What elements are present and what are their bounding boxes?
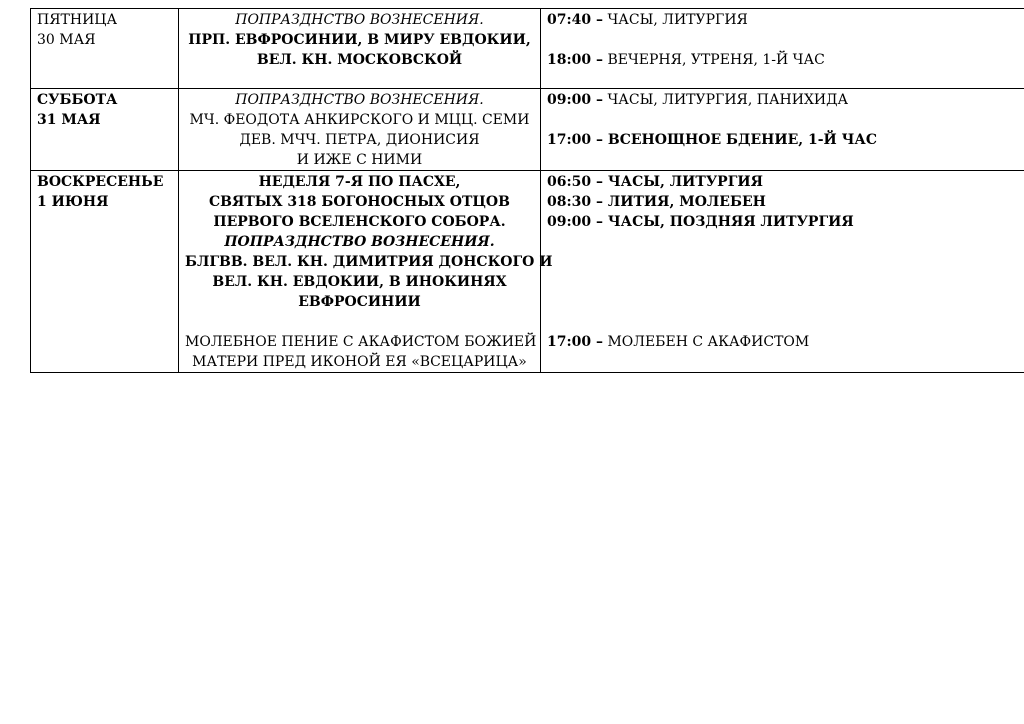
services-cell (541, 89, 1024, 171)
feast-line: ДЕВ. МЧЧ. ПЕТРА, ДИОНИСИЯ (239, 132, 480, 148)
day-cell (31, 171, 179, 373)
service-line (547, 332, 1018, 352)
service-time: 09:00 – (547, 214, 604, 230)
day-date: 31 МАЯ (37, 112, 101, 128)
feast-line: ПОПРАЗДНСТВО ВОЗНЕСЕНИЯ. (235, 12, 484, 28)
feast-line: ЕВФРОСИНИИ (298, 294, 421, 310)
feast-cell (179, 89, 541, 171)
schedule-row-saturday (31, 89, 1024, 171)
feast-line: ПЕРВОГО ВСЕЛЕНСКОГО СОБОРА. (213, 214, 506, 230)
feast-line: ПОПРАЗДНСТВО ВОЗНЕСЕНИЯ. (224, 234, 495, 250)
service-text: ЧАСЫ, ЛИТУРГИЯ (603, 12, 748, 28)
service-text: ЧАСЫ, ЛИТУРГИЯ (603, 174, 763, 190)
service-line (547, 50, 1018, 70)
day-cell (31, 9, 179, 89)
service-time: 06:50 – (547, 174, 604, 190)
feast-cell (179, 171, 553, 373)
service-text: ЧАСЫ, ПОЗДНЯЯ ЛИТУРГИЯ (603, 214, 854, 230)
service-text: ЧАСЫ, ЛИТУРГИЯ, ПАНИХИДА (603, 92, 849, 108)
feast-line: МЧ. ФЕОДОТА АНКИРСКОГО И МЦЦ. СЕМИ (189, 112, 530, 128)
service-line (547, 90, 1018, 110)
day-name: ПЯТНИЦА (37, 12, 118, 28)
schedule-row-friday (31, 9, 1024, 89)
service-line (547, 212, 1018, 232)
service-text: ВЕЧЕРНЯ, УТРЕНЯ, 1-Й ЧАС (603, 52, 825, 68)
feast-line: ВЕЛ. КН. МОСКОВСКОЙ (256, 52, 463, 68)
service-text: ВСЕНОЩНОЕ БДЕНИЕ, 1-Й ЧАС (603, 132, 877, 148)
feast-cell (179, 9, 541, 89)
service-time: 17:00 – (547, 132, 604, 148)
feast-line: И ИЖЕ С НИМИ (296, 152, 423, 168)
day-name: ВОСКРЕСЕНЬЕ (37, 174, 164, 190)
service-text: ЛИТИЯ, МОЛЕБЕН (603, 194, 766, 210)
services-cell (541, 171, 1024, 373)
day-cell (31, 89, 179, 171)
schedule-table (30, 8, 1024, 373)
schedule-row-sunday (31, 171, 1024, 373)
feast-line: НЕДЕЛЯ 7-Я ПО ПАСХЕ, (258, 174, 461, 190)
service-line (547, 10, 1018, 30)
day-date: 1 ИЮНЯ (37, 194, 109, 210)
service-text: МОЛЕБЕН С АКАФИСТОМ (603, 334, 810, 350)
service-time: 17:00 – (547, 334, 604, 350)
feast-line: БЛГВВ. ВЕЛ. КН. ДИМИТРИЯ ДОНСКОГО И (185, 254, 553, 270)
service-time: 07:40 – (547, 12, 604, 28)
feast-line: ВЕЛ. КН. ЕВДОКИИ, В ИНОКИНЯХ (212, 274, 507, 290)
feast-line: ПОПРАЗДНСТВО ВОЗНЕСЕНИЯ. (235, 92, 484, 108)
feast-line: СВЯТЫХ 318 БОГОНОСНЫХ ОТЦОВ (209, 194, 510, 210)
service-time: 18:00 – (547, 52, 604, 68)
day-name: СУББОТА (37, 92, 118, 108)
service-time: 09:00 – (547, 92, 604, 108)
service-line (547, 192, 1018, 212)
service-time: 08:30 – (547, 194, 604, 210)
feast-line: ПРП. ЕВФРОСИНИИ, В МИРУ ЕВДОКИИ, (188, 32, 531, 48)
feast-line: МАТЕРИ ПРЕД ИКОНОЙ ЕЯ «ВСЕЦАРИЦА» (192, 354, 527, 370)
service-line (547, 130, 1018, 150)
service-line (547, 172, 1018, 192)
services-cell (541, 9, 1024, 89)
day-date: 30 МАЯ (37, 32, 96, 48)
feast-line: МОЛЕБНОЕ ПЕНИЕ С АКАФИСТОМ БОЖИЕЙ (185, 334, 537, 350)
